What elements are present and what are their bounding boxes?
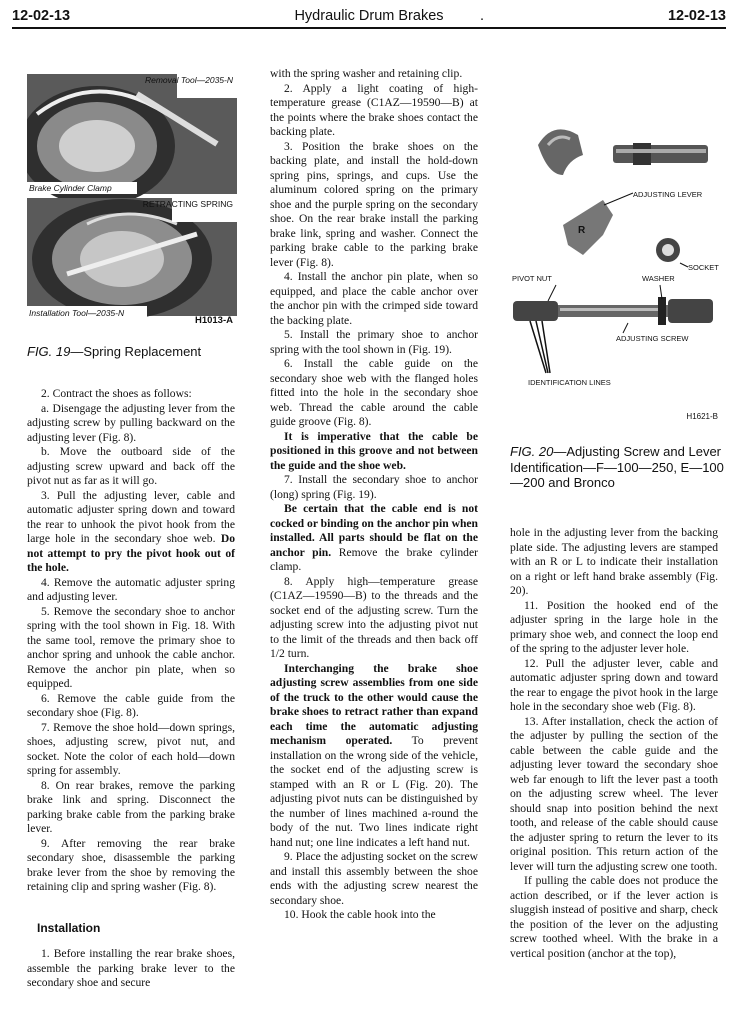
install-step-5: 5. Install the primary shoe to anchor spring with the tool shown in (Fig. 19).	[270, 328, 478, 356]
install-step-1-cont: with the spring washer and retaining clip.	[270, 67, 463, 80]
install-step-6-warning: It is imperative that the cable be positioned in this groove and not between the guide and the shoe web.	[270, 429, 478, 472]
install-step-7-note	[270, 502, 478, 575]
header-rule	[12, 27, 726, 29]
interchange-note	[270, 662, 478, 851]
step-2: 2. Contract the shoes as follows:	[41, 387, 192, 400]
install-step-10: 10. Hook the cable hook into the	[284, 908, 436, 921]
adjusting-lever-label: ADJUSTING LEVER	[633, 190, 703, 199]
pivot-nut-label: PIVOT NUT	[512, 274, 552, 283]
step-9: 9. After removing the rear brake secondary shoe, disassemble the parking brake lever from the shoe by removing the retaining clip and spring washer (Fig. 8).	[27, 836, 235, 893]
install-step-7-remove: Remove the brake cylinder clamp.	[270, 545, 478, 573]
step-5: 5. Remove the secondary shoe to anchor spring with the tool shown in Fig. 18. With the same tool, remove the primary shoe to anchor spring and unhook the cable anchor. Remove the anchor pin plate, when so equipped.	[27, 604, 235, 690]
install-step-7: 7. Install the secondary shoe to anchor (long) spring (Fig. 19).	[270, 473, 478, 501]
section-title: Hydraulic Drum Brakes	[294, 8, 444, 24]
fig19-title: —Spring Replacement	[70, 344, 202, 359]
socket	[668, 299, 713, 323]
install-step-9: 9. Place the adjusting socket on the screw and install this assembly between the shoe ends with the adjusting screw nearest the secondary shoe.	[270, 850, 478, 907]
retracting-spring-label: RETRACTING SPRING	[142, 199, 233, 209]
fig20-caption	[510, 444, 725, 491]
install-step-12: 12. Pull the adjuster lever, cable and automatic adjuster spring down and toward the rear to engage the pivot hook in the large hole in the secondary shoe web (Fig. 8).	[510, 656, 718, 713]
page-header	[12, 6, 726, 28]
install-step-11: 11. Position the hooked end of the adjuster spring in the large hole in the primary shoe web, and connect the loop end of the spring to the adjuster lever hole.	[510, 598, 718, 655]
install-step-13: 13. After installation, check the action of the adjuster by pulling the section of the cable between the cable guide and the adjusting lever toward the secondary shoe web far enough to lift the lever past a tooth on the adjusting screw wheel. The lever should snap into position behind the next tooth, and release of the cable should cause the adjuster spring to return the lever to its original position. This return action of the lever will turn the adjusting screw one tooth.	[510, 714, 718, 873]
identification-lines-label: IDENTIFICATION LINES	[528, 378, 611, 387]
lever-r-shape	[563, 200, 613, 255]
step-2b: b. Move the outboard side of the adjusting screw upward and back off the pivot nut as far as it will go.	[27, 445, 235, 487]
header-dot: .	[480, 8, 485, 24]
brake-cylinder-clamp-label: Brake Cylinder Clamp	[29, 183, 112, 193]
step-7: 7. Remove the shoe hold—down springs, shoes, adjusting screw, pivot nut, and socket. Note the color of each hold—down spring for assembly.	[27, 720, 235, 777]
removal-tool-label: Removal Tool—2035-N	[144, 75, 233, 85]
page-number-right: 12-02-13	[667, 8, 726, 24]
install-step-6: 6. Install the cable guide on the secondary shoe web with the flanged holes fitted into the hole in the secondary shoe web. Thread the cable around the cable guide groove (Fig. 8).	[270, 357, 478, 428]
step-4: 4. Remove the automatic adjuster spring and adjusting lever.	[27, 575, 235, 603]
svg-text:R: R	[578, 225, 586, 236]
troubleshoot-paragraph: If pulling the cable does not produce the action described, or if the lever action is sluggish instead of positive and sharp, check the position of the lever on the adjusting screw toothed wheel. With the brake in a vertical position (anchor at the top),	[510, 874, 718, 960]
interchange-warning: Interchanging the brake shoe adjusting screw assemblies from one side of the truck to the other would cause the brake shoes to retract rather than expand each time the automatic adjusting mechanism operated.	[270, 661, 478, 747]
fig19-caption	[27, 344, 237, 360]
installation-heading: Installation	[37, 920, 101, 935]
installation-tool-label: Installation Tool—2035-N	[29, 308, 125, 318]
fig19-number: FIG. 19	[27, 344, 71, 359]
install-step-1: 1. Before installing the rear brake shoes, assemble the parking brake lever to the secondary shoe and secure	[27, 947, 235, 989]
install-step-10-cont: hole in the adjusting lever from the backing plate side. The adjusting levers are stamped with an R or L to indicate their installation on a right or left hand brake assembly (Fig. 20).	[510, 526, 718, 597]
adjusting-screw-label: ADJUSTING SCREW	[616, 334, 689, 343]
install-step-8: 8. Apply high—temperature grease (C1AZ—19590—B) to the threads and the socket end of the adjusting screw. Turn the adjusting screw into the adjusting pivot nut to the limit of the threads and then back off 1/2 turn.	[270, 574, 478, 660]
install-step-3: 3. Position the brake shoes on the backing plate, and install the hold-down spring pins, springs, and cups. Use the aluminum colored spring on the primary shoe and the purple spring on the secondary shoe. On the rear brake install the parking brake link, spring and washer. Connect the parking brake cable to the parking brake lever (Fig. 8).	[270, 139, 478, 269]
fig20-code: H1621-B	[686, 412, 718, 421]
install-step-2: 2. Apply a light coating of high-temperature grease (C1AZ—19590—B) at the points where the brake shoes contact the backing plate.	[270, 81, 478, 138]
step-3-text: 3. Pull the adjusting lever, cable and automatic adjuster spring down and toward the rear to unhook the pivot hook from the large hole in the secondary shoe web.	[27, 488, 235, 545]
figure-19-photos	[27, 74, 237, 326]
column-3	[510, 526, 718, 961]
pivot-nut	[513, 301, 558, 321]
column-1	[27, 387, 235, 991]
interchange-text: To prevent installation on the wrong side of the vehicle, the socket end of the adjusting screw is stamped with an R or L (Fig. 20). The adjusting pivot nuts can be distinguished by the number of lines machined a-round the body of the nut. Two lines indicate right hand nut; one line indicates a left hand nut.	[270, 734, 479, 849]
step-3-warning: Do not attempt to pry the pivot hook out of the hole.	[27, 532, 235, 574]
washer-label: WASHER	[642, 274, 675, 283]
socket-label: SOCKET	[688, 263, 719, 272]
fig20-title: —Adjusting Screw and Lever Identification—F—100—250, E—100—200 and Bronco	[510, 444, 724, 490]
install-step-4: 4. Install the anchor pin plate, when so equipped, and place the cable anchor over the anchor pin with the crimped side toward the backing plate.	[270, 270, 478, 327]
page-number-left: 12-02-13	[12, 8, 71, 24]
fig19-code: H1013-A	[194, 315, 233, 326]
install-step-7-warning: Be certain that the cable end is not cocked or binding on the anchor pin when installed. All parts should be flat on the anchor pin.	[270, 502, 478, 559]
column-2	[270, 67, 478, 923]
step-3	[27, 489, 235, 576]
fig20-number: FIG. 20	[510, 444, 554, 459]
adjusting-screw-top	[613, 145, 708, 163]
figure-20-diagram	[508, 115, 723, 425]
step-8: 8. On rear brakes, remove the parking brake link and spring. Disconnect the parking brake cable from the parking brake lever.	[27, 778, 235, 835]
step-2a: a. Disengage the adjusting lever from the adjusting screw by pulling backward on the adjusting lever (Fig. 8).	[27, 401, 235, 444]
step-6: 6. Remove the cable guide from the secondary shoe (Fig. 8).	[27, 691, 235, 719]
